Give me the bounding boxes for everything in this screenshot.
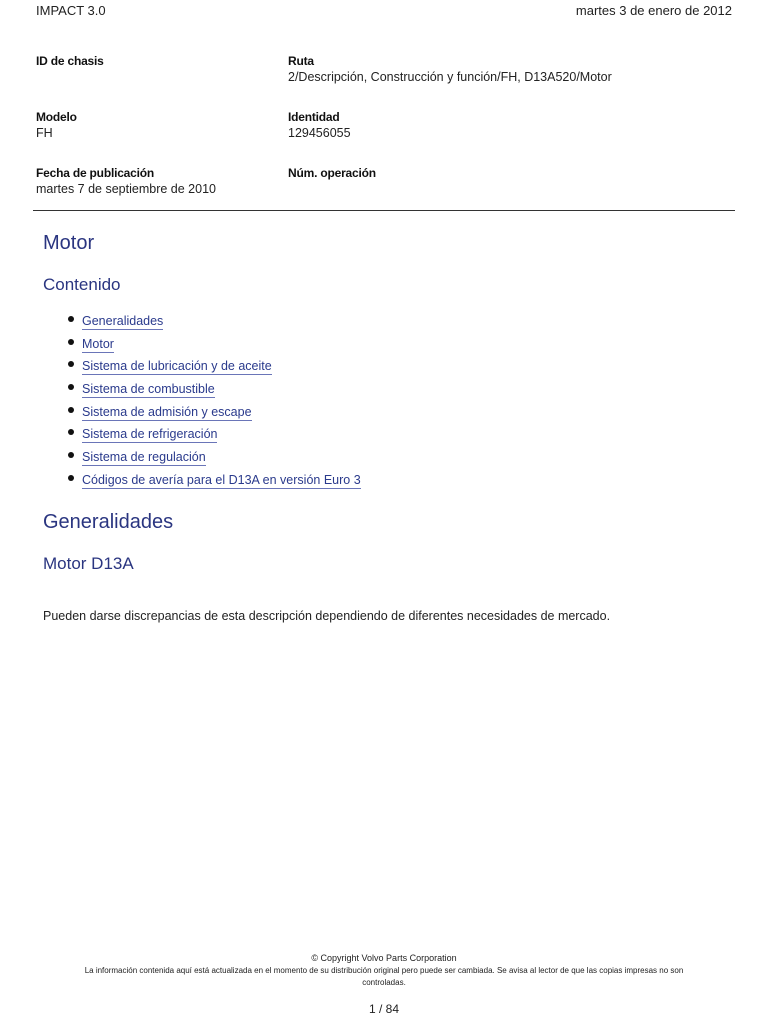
bullet-icon bbox=[68, 429, 74, 435]
toc-link-lubricacion[interactable]: Sistema de lubricación y de aceite bbox=[82, 359, 272, 374]
pubdate-label: Fecha de publicación bbox=[36, 166, 155, 180]
toc-heading: Contenido bbox=[43, 275, 121, 294]
toc-link-regulacion[interactable]: Sistema de regulación bbox=[82, 450, 206, 465]
print-date: martes 3 de enero de 2012 bbox=[575, 3, 732, 18]
app-name: IMPACT 3.0 bbox=[36, 3, 106, 18]
subsection-heading: Motor D13A bbox=[43, 554, 134, 573]
route-value: 2/Descripción, Construcción y función/FH, D13A520/Motor bbox=[288, 70, 612, 84]
operation-label: Núm. operación bbox=[288, 166, 376, 180]
bullet-icon bbox=[68, 452, 74, 458]
route-label: Ruta bbox=[288, 54, 314, 68]
header-divider bbox=[33, 210, 735, 211]
bullet-icon bbox=[68, 339, 74, 345]
model-label: Modelo bbox=[36, 110, 77, 124]
toc-link-generalidades[interactable]: Generalidades bbox=[82, 314, 164, 328]
bullet-icon bbox=[68, 361, 74, 367]
disclaimer-line-2: controladas. bbox=[362, 978, 406, 987]
page-number: 1 / 84 bbox=[368, 1002, 400, 1016]
copyright: © Copyright Volvo Parts Corporation bbox=[311, 953, 457, 963]
toc-link-admision[interactable]: Sistema de admisión y escape bbox=[82, 404, 252, 419]
bullet-icon bbox=[68, 384, 74, 390]
model-value: FH bbox=[36, 126, 53, 140]
toc-link-motor[interactable]: Motor bbox=[82, 336, 114, 351]
toc-link-refrigeracion[interactable]: Sistema de refrigeración bbox=[82, 427, 218, 442]
bullet-icon bbox=[68, 475, 74, 481]
identity-label: Identidad bbox=[288, 110, 340, 124]
identity-value: 129456055 bbox=[288, 126, 351, 140]
disclaimer-line-1: La información contenida aquí está actualizada en el momento de su distribución original pero puede ser cambiada. Se avisa al lector de que las copias impresas no son bbox=[84, 966, 684, 975]
section-heading: Generalidades bbox=[43, 511, 174, 533]
page-title: Motor bbox=[43, 232, 95, 254]
bullet-icon bbox=[68, 316, 74, 322]
toc-link-codigos[interactable]: Códigos de avería para el D13A en versión Euro 3 bbox=[82, 472, 361, 487]
body-paragraph: Pueden darse discrepancias de esta descripción dependiendo de diferentes necesidades de mercado. bbox=[43, 609, 611, 623]
bullet-icon bbox=[68, 407, 74, 413]
chassis-label: ID de chasis bbox=[36, 54, 104, 68]
toc-link-combustible[interactable]: Sistema de combustible bbox=[82, 382, 215, 397]
pubdate-value: martes 7 de septiembre de 2010 bbox=[36, 182, 216, 196]
